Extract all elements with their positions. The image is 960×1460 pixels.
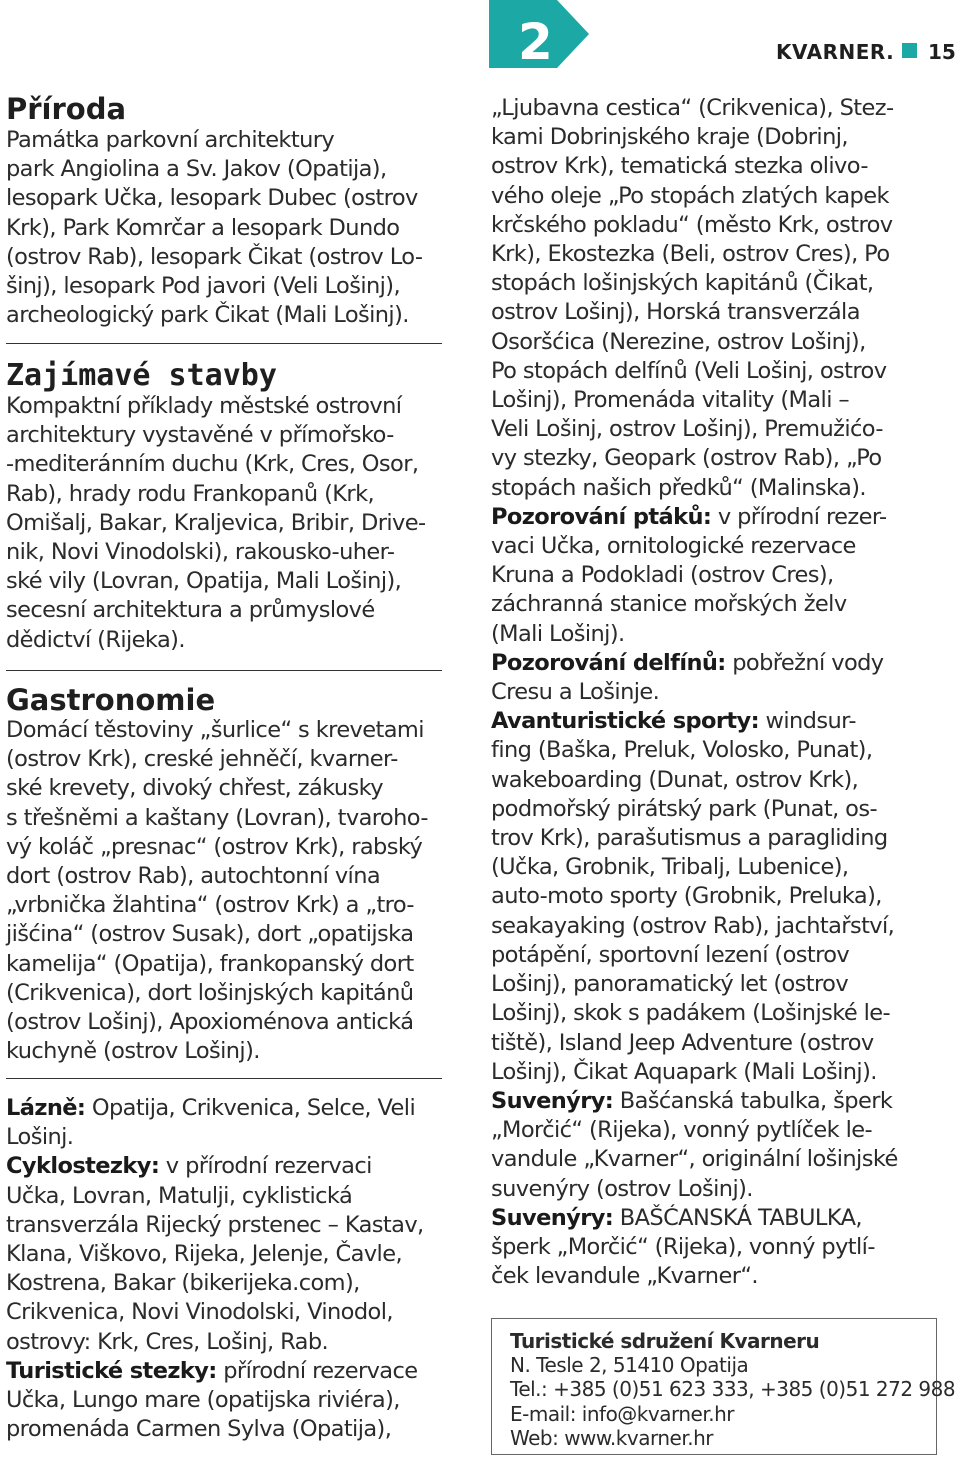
text-line: stopách lošinjských kapitánů (Čikat, xyxy=(491,270,874,297)
text-line: Lošinj), Čikat Aquapark (Mali Lošinj). xyxy=(491,1058,877,1085)
ptaci-line: Pozorování ptáků: v přírodní rezer- xyxy=(491,503,887,530)
text-line: Krk), Ekostezka (Beli, ostrov Cres), Po xyxy=(491,241,890,268)
text-line: Učka, Lungo mare (opatijska riviéra), xyxy=(6,1387,400,1414)
section-title-gastronomie: Gastronomie xyxy=(6,683,216,717)
text-line: „Ljubavna cestica“ (Crikvenica), Stez- xyxy=(491,95,894,121)
text-line: -mediteránním duchu (Krk, Cres, Osor, xyxy=(6,451,419,478)
text-line: krčského pokladu“ (město Krk, ostrov xyxy=(491,211,893,238)
text-line: „Morčić“ (Rijeka), vonný pytlíček le- xyxy=(491,1117,873,1144)
stezky-label: Turistické stezky: xyxy=(6,1357,217,1384)
text-line: vaci Učka, ornitologické rezervace xyxy=(491,533,856,560)
text-line: ostrovy: Krk, Cres, Lošinj, Rab. xyxy=(6,1328,329,1355)
text-line: (ostrov Krk), creské jehněčí, kvarner- xyxy=(6,746,398,773)
suvenyry1-label: Suvenýry: xyxy=(491,1087,614,1114)
divider xyxy=(6,1078,442,1079)
text-line: Cresu a Lošinje. xyxy=(491,679,660,706)
contact-org: Turistické sdružení Kvarneru xyxy=(510,1329,820,1353)
text-line: (ostrov Lošinj), Apoxioménova antická xyxy=(6,1009,414,1036)
text-line: vý koláč „presnac“ (ostrov Krk), rabský xyxy=(6,833,423,860)
page-number: 15 xyxy=(928,40,956,64)
divider xyxy=(6,670,442,671)
text-line: vy stezky, Geopark (ostrov Rab), „Po xyxy=(491,445,882,472)
text-line: ské krevety, divoký chřest, zákusky xyxy=(6,775,384,802)
text-line: park Angiolina a Sv. Jakov (Opatija), xyxy=(6,156,387,183)
text-line: fing (Baška, Preluk, Volosko, Punat), xyxy=(491,737,873,764)
lazne-label: Lázně: xyxy=(6,1095,86,1121)
divider xyxy=(6,343,442,344)
text-line: Crikvenica, Novi Vinodolski, Vinodol, xyxy=(6,1299,393,1326)
text-line: (Crikvenica), dort lošinjských kapitánů xyxy=(6,979,414,1006)
suvenyry2-line: Suvenýry: BAŠĆANSKÁ TABULKA, xyxy=(491,1204,862,1231)
text-line: lesopark Učka, lesopark Dubec (ostrov xyxy=(6,185,418,212)
contact-tel: Tel.: +385 (0)51 623 333, +385 (0)51 272 988 xyxy=(510,1377,956,1402)
text-line: (Učka, Grobnik, Tribalj, Lubenice), xyxy=(491,854,849,881)
text-line: Učka, Lovran, Matulji, cyklistická xyxy=(6,1182,353,1209)
text-line: šperk „Morčić“ (Rijeka), vonný pytlí- xyxy=(491,1233,875,1260)
text-line: trov Krk), parašutismus a paragliding xyxy=(491,825,888,852)
text-line: stopách našich předků“ (Malinska). xyxy=(491,474,866,501)
section-title-stavby: Zajímavé stavby xyxy=(6,358,277,393)
stezky-line: Turistické stezky: přírodní rezervace xyxy=(6,1357,418,1384)
text-line: ostrov Krk), tematická stezka olivo- xyxy=(491,153,868,180)
section-title-priroda: Příroda xyxy=(6,92,127,126)
text-line: ské vily (Lovran, Opatija, Mali Lošinj), xyxy=(6,568,402,595)
text-line: Krk), Park Komrčar a lesopark Dundo xyxy=(6,214,400,241)
text-line: záchranná stanice mořských želv xyxy=(491,591,847,618)
delfini-line: Pozorování delfínů: pobřežní vody xyxy=(491,649,884,676)
text-line: architektury vystavěné v přímořsko- xyxy=(6,422,394,449)
cyklo-label: Cyklostezky: xyxy=(6,1153,160,1180)
text-line: (ostrov Rab), lesopark Čikat (ostrov Lo- xyxy=(6,243,423,270)
sporty-label: Avanturistické sporty: xyxy=(491,708,759,735)
text-line: secesní architektura a průmyslové xyxy=(6,597,375,624)
text-line: Lošinj), panoramatický let (ostrov xyxy=(491,971,849,998)
text-line: Rab), hrady rodu Frankopanů (Krk, xyxy=(6,480,375,507)
text-line: „vrbnička žlahtina“ (ostrov Krk) a „tro- xyxy=(6,892,414,919)
cyklo-line: Cyklostezky: v přírodní rezervaci xyxy=(6,1153,372,1180)
text-line: Lošinj), skok s padákem (Lošinjské le- xyxy=(491,1000,891,1027)
contact-email[interactable]: E-mail: info@kvarner.hr xyxy=(510,1401,734,1426)
lazne-line: Lázně: Opatija, Crikvenica, Selce, Veli xyxy=(6,1095,416,1121)
text-line: Osoršćica (Nerezine, ostrov Lošinj), xyxy=(491,328,866,355)
text-line: tiště), Island Jeep Adventure (ostrov xyxy=(491,1029,874,1056)
text-line: suvenýry (ostrov Lošinj). xyxy=(491,1175,753,1202)
sporty-line: Avanturistické sporty: windsur- xyxy=(491,708,856,735)
text-line: Omišalj, Bakar, Kraljevica, Bribir, Drive- xyxy=(6,509,426,536)
text-line: podmořský pirátský park (Punat, os- xyxy=(491,795,877,822)
text-line: Památka parkovní architektury xyxy=(6,127,335,153)
gastronomie-text xyxy=(6,716,446,1066)
text-line: Veli Lošinj, ostrov Lošinj), Premužićo- xyxy=(491,416,883,443)
suvenyry2-label: Suvenýry: xyxy=(491,1204,614,1231)
section-label: KVARNER. xyxy=(776,40,895,64)
ptaci-label: Pozorování ptáků: xyxy=(491,503,712,530)
text-line: kami Dobrinjského kraje (Dobrinj, xyxy=(491,124,848,151)
text-line: promenáda Carmen Sylva (Opatija), xyxy=(6,1416,392,1443)
text-line: Kostrena, Bakar (bikerijeka.com), xyxy=(6,1270,360,1297)
text-line: dort (ostrov Rab), autochtonní vína xyxy=(6,863,381,890)
text-line: (Mali Lošinj). xyxy=(491,620,625,647)
text-line: kamelija“ (Opatija), frankopanský dort xyxy=(6,950,414,977)
text-line: kuchyně (ostrov Lošinj). xyxy=(6,1038,260,1065)
text-line: vého oleje „Po stopách zlatých kapek xyxy=(491,182,889,209)
text-line: s třešněmi a kaštany (Lovran), tvaroho- xyxy=(6,804,428,831)
text-line: transverzála Rijecký prstenec – Kastav, xyxy=(6,1211,424,1238)
text-line: jišćina“ (ostrov Susak), dort „opatijska xyxy=(6,921,414,948)
text-line: vandule „Kvarner“, originální lošinjské xyxy=(491,1146,898,1173)
delfini-label: Pozorování delfínů: xyxy=(491,649,726,676)
text-line: ostrov Lošinj), Horská transverzála xyxy=(491,299,860,326)
text-line: auto-moto sporty (Grobnik, Preluka), xyxy=(491,883,882,910)
text-line: šinj), lesopark Pod javori (Veli Lošinj), xyxy=(6,273,401,300)
text-line: Domácí těstoviny „šurlice“ s krevetami xyxy=(6,717,424,743)
contact-address: N. Tesle 2, 51410 Opatija xyxy=(510,1353,749,1378)
text-line: Kompaktní příklady městské ostrovní xyxy=(6,393,402,419)
contact-box xyxy=(491,1318,956,1455)
text-line: Kruna a Podokladi (ostrov Cres), xyxy=(491,562,834,589)
text-line: Po stopách delfínů (Veli Lošinj, ostrov xyxy=(491,357,887,384)
suvenyry1-line: Suvenýry: Bašćanská tabulka, šperk xyxy=(491,1087,893,1114)
text-line: wakeboarding (Dunat, ostrov Krk), xyxy=(491,766,859,793)
text-line: archeologický park Čikat (Mali Lošinj). xyxy=(6,302,409,329)
accent-square-icon xyxy=(902,43,917,58)
text-line: nik, Novi Vinodolski), rakousko-uher- xyxy=(6,539,395,566)
right-column xyxy=(491,94,931,1291)
text-line: dědictví (Rijeka). xyxy=(6,626,185,653)
priroda-text xyxy=(6,126,446,330)
text-line: potápění, sportovní lezení (ostrov xyxy=(491,941,850,968)
left-lists xyxy=(6,1094,446,1444)
chapter-number: 2 xyxy=(518,13,553,71)
text-line: ček levandule „Kvarner“. xyxy=(491,1263,758,1290)
stavby-text xyxy=(6,392,446,655)
text-line: Lošinj), Promenáda vitality (Mali – xyxy=(491,387,850,414)
text-line: seakayaking (ostrov Rab), jachtařství, xyxy=(491,912,895,939)
text-line: Lošinj. xyxy=(6,1124,74,1151)
contact-web[interactable]: Web: www.kvarner.hr xyxy=(510,1425,713,1450)
text-line: Klana, Viškovo, Rijeka, Jelenje, Čavle, xyxy=(6,1241,402,1268)
